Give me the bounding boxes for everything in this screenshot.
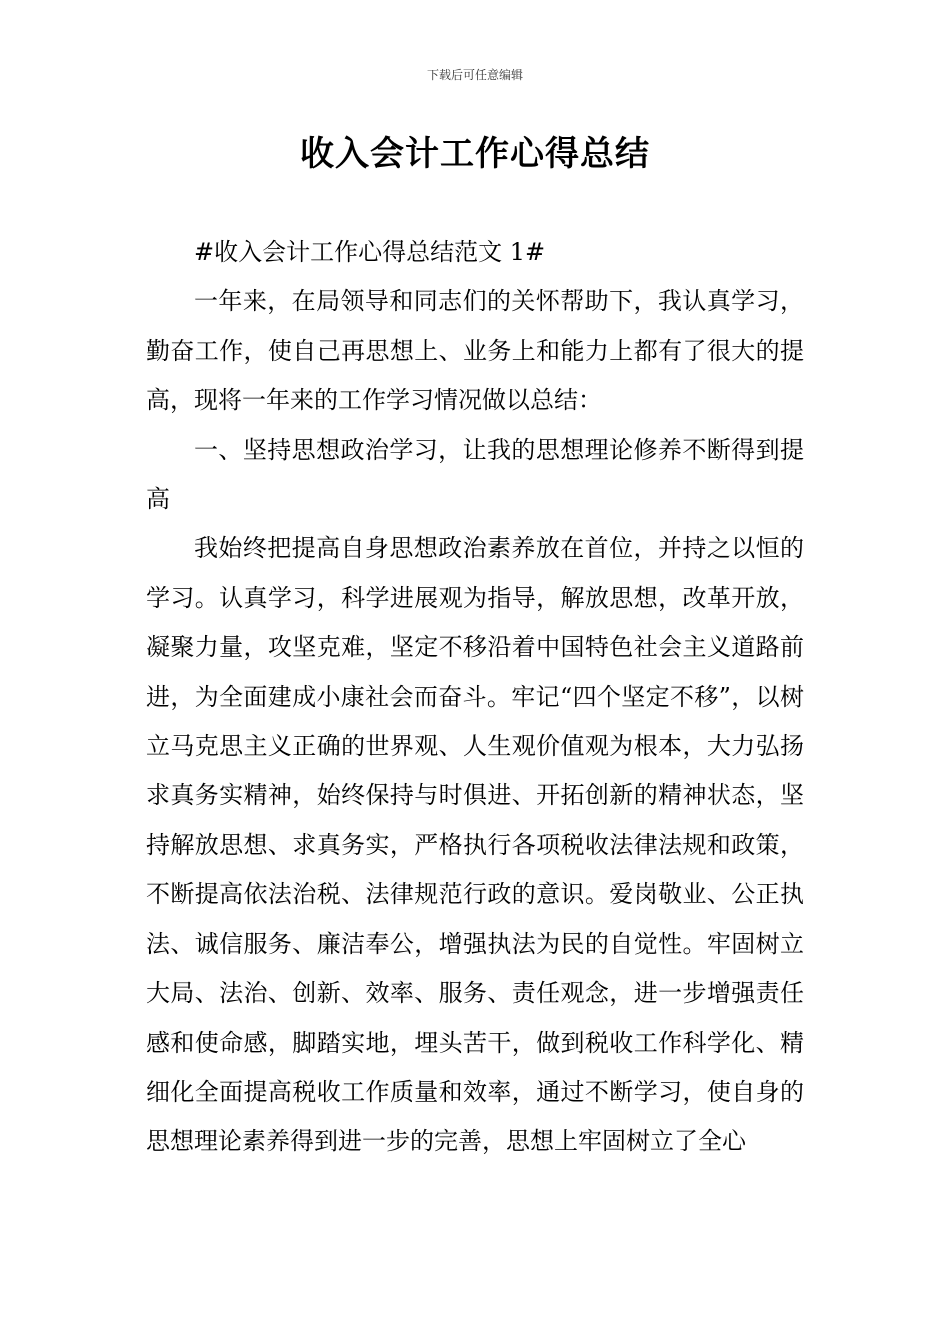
paragraph-intro: 一年来，在局领导和同志们的关怀帮助下，我认真学习，勤奋工作，使自己再思想上、业务上和能力上都有了很大的提高，现将一年来的工作学习情况做以总结： — [146, 287, 804, 415]
document-title: 收入会计工作心得总结 — [300, 134, 650, 174]
section-point-one: 一、坚持思想政治学习，让我的思想理论修养不断得到提高 — [146, 435, 804, 514]
header-note: 下载后可任意编辑 — [426, 68, 523, 82]
paragraph-body: 我始终把提高自身思想政治素养放在首位，并持之以恒的学习。认真学习，科学进展观为指导，解放思想，改革开放，凝聚力量，攻坚克难，坚定不移沿着中国特色社会主义道路前进，为全面建成小康社会而奋斗。牢记“四个坚定不移”，以树立马克思主义正确的世界观、人生观价值观为根本，大力弘扬求真务实精神，始终保持与时俱进、开拓创新的精神状态，坚持解放思想、求真务实，严格执行各项税收法律法规和政策，不断提高依法治税、法律规范行政的意识。爱岗敬业、公正执法、诚信服务、廉洁奉公，增强执法为民的自觉性。牢固树立大局、法治、创新、效率、服务、责任观念，进一步增强责任感和使命感，脚踏实地，埋头苦干，做到税收工作科学化、精细化全面提高税收工作质量和效率，通过不断学习，使自身的思想理论素养得到进一步的完善，思想上牢固树立了全心 — [146, 534, 804, 1156]
document-body — [146, 228, 804, 1167]
section-heading: #收入会计工作心得总结范文 1# — [194, 238, 546, 266]
